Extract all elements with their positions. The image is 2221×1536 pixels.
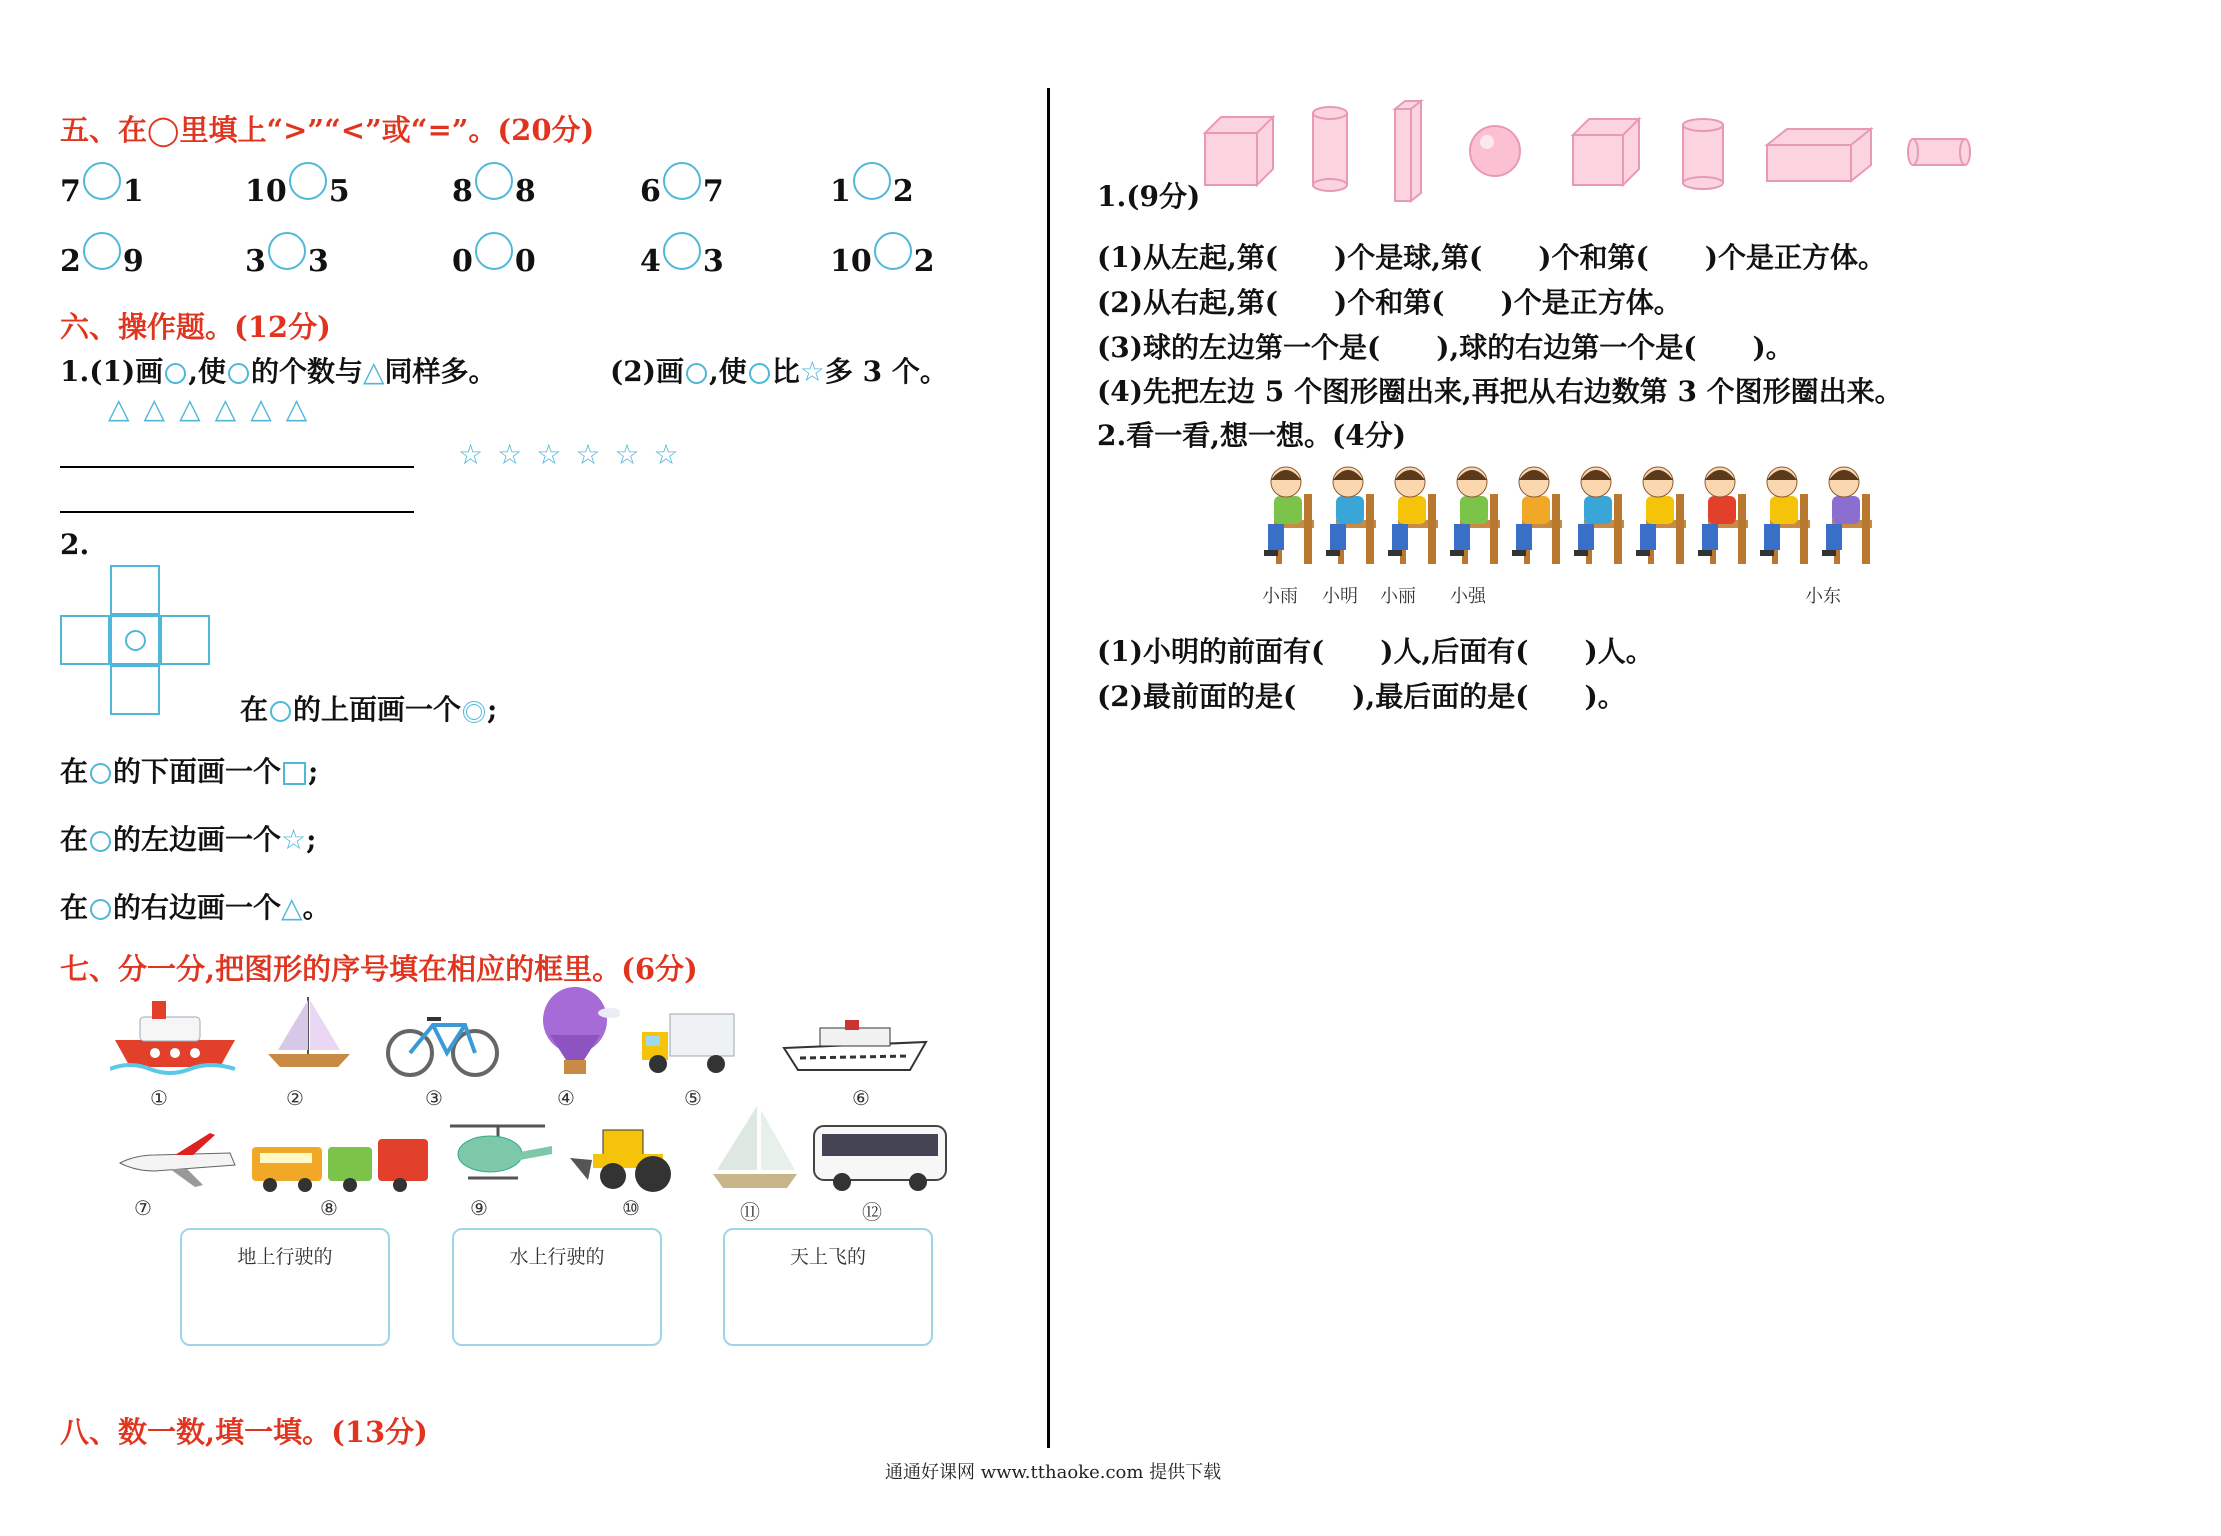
kid-name-xiaodong: 小东 <box>1805 586 1841 607</box>
circle-icon <box>165 363 186 384</box>
answer-circle[interactable] <box>663 162 701 200</box>
comparison-item <box>452 242 536 280</box>
child-icon <box>1760 467 1810 564</box>
comparison-item <box>245 172 350 210</box>
truck-icon <box>638 1010 738 1080</box>
left-number: 1 <box>830 173 851 209</box>
grid-cell-right[interactable] <box>160 615 210 665</box>
page-footer: 通通好课网 www.tthaoke.com 提供下载 <box>885 1462 1222 1483</box>
grid-cell-top[interactable] <box>110 565 160 615</box>
right-number: 5 <box>328 173 350 209</box>
grid-cell-center[interactable] <box>110 615 160 665</box>
triangle-icon: △ <box>143 392 180 425</box>
right-number: 2 <box>913 243 935 279</box>
answer-circle[interactable] <box>663 232 701 270</box>
airplane-icon <box>115 1125 240 1195</box>
right-q1-line-1: (1)从左起,第( )个是球,第( )个和第( )个是正方体。 <box>1097 241 1886 274</box>
category-label-sky: 天上飞的 <box>789 1246 866 1268</box>
bicycle-icon <box>385 1005 500 1080</box>
comparison-item <box>60 242 144 280</box>
circle-icon <box>125 630 146 651</box>
comparison-item <box>830 242 935 280</box>
section-8-title: 八、数一数,填一填。(13分) <box>60 1415 428 1449</box>
right-q2-line-2: (2)最前面的是( ),最后面的是( )。 <box>1097 680 1626 713</box>
star-icon: ☆ <box>575 438 615 471</box>
child-icon <box>1636 467 1686 564</box>
vehicle-number-4: ④ <box>557 1086 575 1110</box>
left-number: 10 <box>830 243 872 279</box>
star-icon: ☆ <box>458 438 498 471</box>
tall-cuboid-icon <box>1395 101 1421 201</box>
star-icon: ☆ <box>799 355 825 388</box>
bulldozer-icon <box>568 1118 683 1195</box>
triangle-icon: △ <box>214 392 251 425</box>
vehicle-number-8: ⑧ <box>320 1196 338 1220</box>
triangle-icon: △ <box>250 392 286 425</box>
comparison-item <box>60 172 144 210</box>
vehicle-number-10: ⑩ <box>622 1196 640 1220</box>
triangle-icon: △ <box>281 891 303 924</box>
child-icon <box>1512 467 1562 564</box>
vehicle-number-2: ② <box>286 1086 304 1110</box>
circle-icon <box>228 363 249 384</box>
comparison-item <box>640 172 724 210</box>
comparison-item <box>830 172 914 210</box>
answer-circle[interactable] <box>289 162 327 200</box>
operation-q1a: 1.(1)画 ,使 的个数与△同样多。 <box>60 355 497 388</box>
category-box-sky[interactable] <box>723 1228 933 1346</box>
right-q1-line-3: (3)球的左边第一个是( ),球的右边第一个是( )。 <box>1097 331 1794 364</box>
category-box-land[interactable] <box>180 1228 390 1346</box>
comparison-item <box>452 172 536 210</box>
left-number: 7 <box>60 173 81 209</box>
helicopter-icon <box>440 1120 555 1195</box>
circle-icon <box>90 831 111 852</box>
circle-icon <box>90 763 111 784</box>
star-row <box>458 438 693 471</box>
short-cylinder-icon <box>1908 139 1970 165</box>
vehicle-number-9: ⑨ <box>470 1196 488 1220</box>
star-icon: ☆ <box>497 438 537 471</box>
child-icon <box>1326 467 1376 564</box>
kid-name-xiaoli: 小丽 <box>1380 586 1416 607</box>
right-number: 1 <box>122 173 144 209</box>
solid-shapes-row <box>1195 95 1995 205</box>
category-label-land: 地上行驶的 <box>237 1246 333 1268</box>
cylinder-icon <box>1313 107 1347 191</box>
triangle-icon: △ <box>108 392 144 425</box>
vehicle-number-6: ⑥ <box>852 1086 870 1110</box>
grid-instruction-1: 在 的上面画一个 ; <box>240 693 498 726</box>
answer-circle[interactable] <box>475 232 513 270</box>
answer-circle[interactable] <box>268 232 306 270</box>
circle-icon <box>90 899 111 920</box>
cruise-ship-icon <box>780 1018 930 1078</box>
left-number: 0 <box>452 243 473 279</box>
vehicle-number-7: ⑦ <box>134 1196 152 1220</box>
double-circle-icon <box>463 701 485 723</box>
star-icon: ☆ <box>614 438 654 471</box>
answer-circle[interactable] <box>475 162 513 200</box>
left-number: 10 <box>245 173 287 209</box>
comparison-item <box>640 242 724 280</box>
triangle-row <box>108 392 321 425</box>
category-box-water[interactable] <box>452 1228 662 1346</box>
kid-name-xiaoming: 小明 <box>1322 586 1358 607</box>
bus-icon <box>810 1120 950 1195</box>
sailing-ship-icon <box>707 1100 802 1195</box>
grid-cell-left[interactable] <box>60 615 110 665</box>
vehicle-number-5: ⑤ <box>684 1086 702 1110</box>
right-number: 7 <box>702 173 724 209</box>
vehicle-number-12: ⑫ <box>862 1200 882 1224</box>
train-icon <box>250 1135 430 1195</box>
answer-line-2[interactable] <box>60 511 414 513</box>
hot-air-balloon-icon <box>530 985 620 1080</box>
children-row-illustration <box>1250 458 1890 583</box>
left-number: 6 <box>640 173 661 209</box>
section-6-title: 六、操作题。(12分) <box>60 310 331 344</box>
left-number: 8 <box>452 173 473 209</box>
sailboat-icon <box>258 992 358 1077</box>
ship-icon <box>110 995 240 1075</box>
right-number: 8 <box>514 173 536 209</box>
grid-instruction-2: 在 的下面画一个 ; <box>60 755 319 788</box>
kid-name-xiaoqiang: 小强 <box>1450 586 1486 607</box>
answer-circle[interactable] <box>874 232 912 270</box>
operation-q2-label: 2. <box>60 528 90 561</box>
column-divider <box>1047 88 1050 1448</box>
cylinder-icon <box>1683 119 1723 189</box>
cube-icon <box>1205 117 1273 185</box>
right-number: 2 <box>892 173 914 209</box>
right-number: 9 <box>122 243 144 279</box>
vehicle-number-3: ③ <box>425 1086 443 1110</box>
section-5-title: 五、在◯里填上“>”“<”或“=”。(20分) <box>60 113 595 147</box>
right-number: 0 <box>514 243 536 279</box>
operation-q1b: (2)画 ,使 比☆多 3 个。 <box>610 355 948 388</box>
grid-cell-bottom[interactable] <box>110 665 160 715</box>
answer-line-1[interactable] <box>60 466 414 468</box>
child-icon <box>1574 467 1624 564</box>
right-q1-line-4: (4)先把左边 5 个图形圈出来,再把从右边数第 3 个图形圈出来。 <box>1097 375 1903 408</box>
circle-icon <box>270 701 291 722</box>
left-number: 3 <box>245 243 266 279</box>
vehicle-number-1: ① <box>150 1086 168 1110</box>
cube-icon <box>1573 119 1639 185</box>
cuboid-icon <box>1767 129 1871 181</box>
right-q1-label: 1.(9分) <box>1097 180 1201 213</box>
star-icon: ☆ <box>653 438 693 471</box>
vehicle-number-11: ⑪ <box>740 1200 760 1224</box>
category-label-water: 水上行驶的 <box>509 1246 605 1268</box>
triangle-icon: △ <box>285 392 322 425</box>
triangle-icon: △ <box>362 355 385 388</box>
square-icon <box>283 762 306 785</box>
child-icon <box>1822 467 1872 564</box>
child-icon <box>1264 467 1314 564</box>
left-number: 2 <box>60 243 81 279</box>
child-icon <box>1450 467 1500 564</box>
left-number: 4 <box>640 243 661 279</box>
answer-circle[interactable] <box>853 162 891 200</box>
triangle-icon: △ <box>179 392 215 425</box>
child-icon <box>1388 467 1438 564</box>
kid-name-xiaoyu: 小雨 <box>1262 586 1298 607</box>
right-q1-line-2: (2)从右起,第( )个和第( )个是正方体。 <box>1097 286 1682 319</box>
grid-instruction-3: 在 的左边画一个☆; <box>60 823 317 856</box>
circle-icon <box>686 363 707 384</box>
right-number: 3 <box>702 243 724 279</box>
child-icon <box>1698 467 1748 564</box>
right-q2-line-1: (1)小明的前面有( )人,后面有( )人。 <box>1097 635 1654 668</box>
section-7-title: 七、分一分,把图形的序号填在相应的框里。(6分) <box>60 952 698 986</box>
star-icon: ☆ <box>536 438 576 471</box>
answer-circle[interactable] <box>83 232 121 270</box>
right-number: 3 <box>307 243 329 279</box>
star-icon: ☆ <box>281 823 307 856</box>
sphere-icon <box>1470 126 1520 176</box>
comparison-item <box>245 242 329 280</box>
circle-icon <box>749 363 770 384</box>
grid-instruction-4: 在 的右边画一个△。 <box>60 891 331 924</box>
answer-circle[interactable] <box>83 162 121 200</box>
right-q2-label: 2.看一看,想一想。(4分) <box>1097 419 1406 452</box>
